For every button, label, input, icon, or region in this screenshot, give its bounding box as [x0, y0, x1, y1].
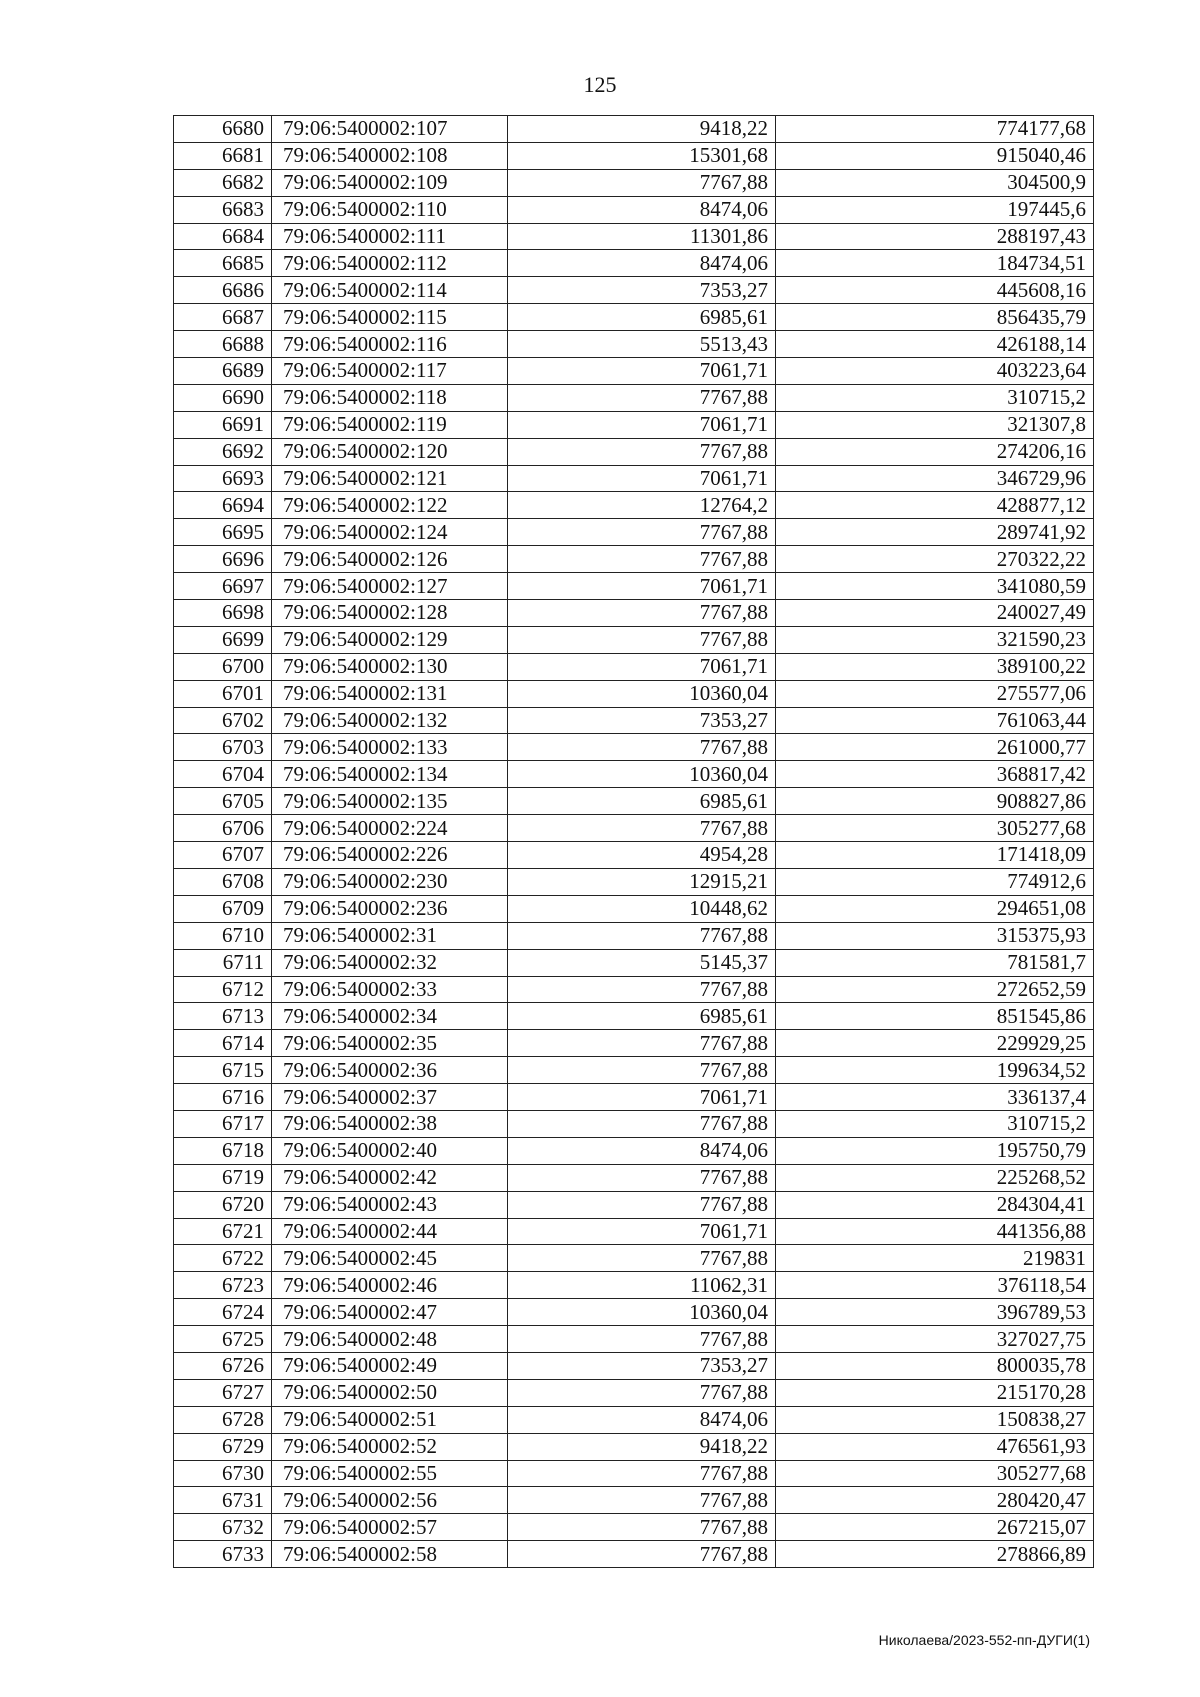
- table-row: [174, 1003, 1094, 1030]
- value-cell: 4954,28: [508, 842, 776, 869]
- value-cell: 15301,68: [508, 142, 776, 169]
- amount-cell: 229929,25: [776, 1030, 1094, 1057]
- amount-cell: 346729,96: [776, 465, 1094, 492]
- value-cell: 10360,04: [508, 1299, 776, 1326]
- cadastral-number-cell: 79:06:5400002:134: [272, 761, 508, 788]
- value-cell: 6985,61: [508, 1003, 776, 1030]
- row-number-cell: 6733: [174, 1541, 272, 1568]
- amount-cell: 305277,68: [776, 815, 1094, 842]
- cadastral-number-cell: 79:06:5400002:33: [272, 976, 508, 1003]
- cadastral-number-cell: 79:06:5400002:43: [272, 1191, 508, 1218]
- table-row: [174, 1433, 1094, 1460]
- row-number-cell: 6732: [174, 1514, 272, 1541]
- value-cell: 7353,27: [508, 707, 776, 734]
- amount-cell: 476561,93: [776, 1433, 1094, 1460]
- cadastral-number-cell: 79:06:5400002:112: [272, 250, 508, 277]
- cadastral-number-cell: 79:06:5400002:107: [272, 116, 508, 143]
- amount-cell: 376118,54: [776, 1272, 1094, 1299]
- table-row: [174, 626, 1094, 653]
- cadastral-number-cell: 79:06:5400002:131: [272, 680, 508, 707]
- row-number-cell: 6712: [174, 976, 272, 1003]
- value-cell: 11062,31: [508, 1272, 776, 1299]
- value-cell: 12915,21: [508, 868, 776, 895]
- amount-cell: 403223,64: [776, 358, 1094, 385]
- table-row: [174, 788, 1094, 815]
- amount-cell: 219831: [776, 1245, 1094, 1272]
- amount-cell: 915040,46: [776, 142, 1094, 169]
- amount-cell: 304500,9: [776, 169, 1094, 196]
- cadastral-number-cell: 79:06:5400002:36: [272, 1057, 508, 1084]
- cadastral-number-cell: 79:06:5400002:42: [272, 1164, 508, 1191]
- table-row: [174, 384, 1094, 411]
- value-cell: 5513,43: [508, 331, 776, 358]
- amount-cell: 774912,6: [776, 868, 1094, 895]
- row-number-cell: 6704: [174, 761, 272, 788]
- table-row: [174, 331, 1094, 358]
- table-row: [174, 1541, 1094, 1568]
- table-row: [174, 358, 1094, 385]
- row-number-cell: 6683: [174, 196, 272, 223]
- amount-cell: 310715,2: [776, 1110, 1094, 1137]
- row-number-cell: 6698: [174, 600, 272, 627]
- cadastral-number-cell: 79:06:5400002:38: [272, 1110, 508, 1137]
- cadastral-number-cell: 79:06:5400002:48: [272, 1326, 508, 1353]
- amount-cell: 441356,88: [776, 1218, 1094, 1245]
- amount-cell: 396789,53: [776, 1299, 1094, 1326]
- table-row: [174, 734, 1094, 761]
- cadastral-number-cell: 79:06:5400002:122: [272, 492, 508, 519]
- cadastral-number-cell: 79:06:5400002:109: [272, 169, 508, 196]
- table-row: [174, 815, 1094, 842]
- table-row: [174, 169, 1094, 196]
- table-row: [174, 142, 1094, 169]
- value-cell: 8474,06: [508, 1406, 776, 1433]
- row-number-cell: 6723: [174, 1272, 272, 1299]
- cadastral-number-cell: 79:06:5400002:37: [272, 1084, 508, 1111]
- table-row: [174, 1218, 1094, 1245]
- value-cell: 6985,61: [508, 304, 776, 331]
- value-cell: 7767,88: [508, 1326, 776, 1353]
- row-number-cell: 6728: [174, 1406, 272, 1433]
- table-row: [174, 1137, 1094, 1164]
- amount-cell: 321590,23: [776, 626, 1094, 653]
- cadastral-number-cell: 79:06:5400002:110: [272, 196, 508, 223]
- cadastral-number-cell: 79:06:5400002:116: [272, 331, 508, 358]
- amount-cell: 195750,79: [776, 1137, 1094, 1164]
- page-number: 125: [583, 72, 617, 97]
- row-number-cell: 6718: [174, 1137, 272, 1164]
- row-number-cell: 6680: [174, 116, 272, 143]
- row-number-cell: 6713: [174, 1003, 272, 1030]
- table-row: [174, 1110, 1094, 1137]
- cadastral-number-cell: 79:06:5400002:126: [272, 546, 508, 573]
- value-cell: 5145,37: [508, 949, 776, 976]
- table-row: [174, 1272, 1094, 1299]
- value-cell: 7767,88: [508, 1514, 776, 1541]
- amount-cell: 389100,22: [776, 653, 1094, 680]
- amount-cell: 294651,08: [776, 895, 1094, 922]
- cadastral-number-cell: 79:06:5400002:119: [272, 411, 508, 438]
- amount-cell: 225268,52: [776, 1164, 1094, 1191]
- value-cell: 7767,88: [508, 438, 776, 465]
- value-cell: 7767,88: [508, 1110, 776, 1137]
- table-row: [174, 1379, 1094, 1406]
- amount-cell: 274206,16: [776, 438, 1094, 465]
- value-cell: 8474,06: [508, 250, 776, 277]
- row-number-cell: 6693: [174, 465, 272, 492]
- row-number-cell: 6711: [174, 949, 272, 976]
- row-number-cell: 6699: [174, 626, 272, 653]
- cadastral-number-cell: 79:06:5400002:118: [272, 384, 508, 411]
- value-cell: 6985,61: [508, 788, 776, 815]
- row-number-cell: 6730: [174, 1460, 272, 1487]
- row-number-cell: 6684: [174, 223, 272, 250]
- table-row: [174, 519, 1094, 546]
- amount-cell: 327027,75: [776, 1326, 1094, 1353]
- table-row: [174, 116, 1094, 143]
- amount-cell: 315375,93: [776, 922, 1094, 949]
- value-cell: 7353,27: [508, 1352, 776, 1379]
- row-number-cell: 6725: [174, 1326, 272, 1353]
- cadastral-number-cell: 79:06:5400002:115: [272, 304, 508, 331]
- value-cell: 7061,71: [508, 1218, 776, 1245]
- row-number-cell: 6691: [174, 411, 272, 438]
- table-row: [174, 277, 1094, 304]
- row-number-cell: 6714: [174, 1030, 272, 1057]
- table-row: [174, 1299, 1094, 1326]
- amount-cell: 261000,77: [776, 734, 1094, 761]
- amount-cell: 197445,6: [776, 196, 1094, 223]
- cadastral-number-cell: 79:06:5400002:32: [272, 949, 508, 976]
- value-cell: 7767,88: [508, 1164, 776, 1191]
- amount-cell: 278866,89: [776, 1541, 1094, 1568]
- row-number-cell: 6707: [174, 842, 272, 869]
- cadastral-number-cell: 79:06:5400002:52: [272, 1433, 508, 1460]
- table-row: [174, 1514, 1094, 1541]
- amount-cell: 270322,22: [776, 546, 1094, 573]
- table-row: [174, 600, 1094, 627]
- row-number-cell: 6703: [174, 734, 272, 761]
- table-row: [174, 1030, 1094, 1057]
- cadastral-number-cell: 79:06:5400002:40: [272, 1137, 508, 1164]
- cadastral-number-cell: 79:06:5400002:108: [272, 142, 508, 169]
- amount-cell: 781581,7: [776, 949, 1094, 976]
- row-number-cell: 6726: [174, 1352, 272, 1379]
- amount-cell: 184734,51: [776, 250, 1094, 277]
- table-row: [174, 842, 1094, 869]
- amount-cell: 289741,92: [776, 519, 1094, 546]
- cadastral-number-cell: 79:06:5400002:47: [272, 1299, 508, 1326]
- amount-cell: 774177,68: [776, 116, 1094, 143]
- table-row: [174, 223, 1094, 250]
- row-number-cell: 6731: [174, 1487, 272, 1514]
- amount-cell: 267215,07: [776, 1514, 1094, 1541]
- row-number-cell: 6692: [174, 438, 272, 465]
- cadastral-number-cell: 79:06:5400002:128: [272, 600, 508, 627]
- value-cell: 7767,88: [508, 976, 776, 1003]
- value-cell: 7767,88: [508, 1030, 776, 1057]
- table-row: [174, 573, 1094, 600]
- row-number-cell: 6685: [174, 250, 272, 277]
- row-number-cell: 6686: [174, 277, 272, 304]
- table-row: [174, 1352, 1094, 1379]
- amount-cell: 215170,28: [776, 1379, 1094, 1406]
- cadastral-number-cell: 79:06:5400002:44: [272, 1218, 508, 1245]
- row-number-cell: 6709: [174, 895, 272, 922]
- table-row: [174, 1460, 1094, 1487]
- cadastral-number-cell: 79:06:5400002:120: [272, 438, 508, 465]
- amount-cell: 851545,86: [776, 1003, 1094, 1030]
- row-number-cell: 6681: [174, 142, 272, 169]
- value-cell: 11301,86: [508, 223, 776, 250]
- value-cell: 7767,88: [508, 546, 776, 573]
- document-footer: Николаева/2023-552-пп-ДУГИ(1): [878, 1632, 1090, 1648]
- table-row: [174, 438, 1094, 465]
- row-number-cell: 6706: [174, 815, 272, 842]
- table-row: [174, 1245, 1094, 1272]
- value-cell: 7353,27: [508, 277, 776, 304]
- amount-cell: 761063,44: [776, 707, 1094, 734]
- value-cell: 12764,2: [508, 492, 776, 519]
- amount-cell: 368817,42: [776, 761, 1094, 788]
- cadastral-number-cell: 79:06:5400002:49: [272, 1352, 508, 1379]
- value-cell: 7767,88: [508, 1541, 776, 1568]
- row-number-cell: 6729: [174, 1433, 272, 1460]
- row-number-cell: 6727: [174, 1379, 272, 1406]
- row-number-cell: 6719: [174, 1164, 272, 1191]
- cadastral-number-cell: 79:06:5400002:236: [272, 895, 508, 922]
- cadastral-number-cell: 79:06:5400002:55: [272, 1460, 508, 1487]
- cadastral-table: [173, 115, 1094, 1568]
- row-number-cell: 6694: [174, 492, 272, 519]
- table-row: [174, 196, 1094, 223]
- cadastral-number-cell: 79:06:5400002:111: [272, 223, 508, 250]
- table-row: [174, 1191, 1094, 1218]
- amount-cell: 310715,2: [776, 384, 1094, 411]
- cadastral-number-cell: 79:06:5400002:132: [272, 707, 508, 734]
- amount-cell: 272652,59: [776, 976, 1094, 1003]
- table-row: [174, 653, 1094, 680]
- table-row: [174, 1164, 1094, 1191]
- value-cell: 7767,88: [508, 519, 776, 546]
- value-cell: 9418,22: [508, 1433, 776, 1460]
- table-row: [174, 546, 1094, 573]
- value-cell: 7767,88: [508, 626, 776, 653]
- cadastral-number-cell: 79:06:5400002:46: [272, 1272, 508, 1299]
- amount-cell: 199634,52: [776, 1057, 1094, 1084]
- cadastral-number-cell: 79:06:5400002:35: [272, 1030, 508, 1057]
- table-row: [174, 922, 1094, 949]
- row-number-cell: 6687: [174, 304, 272, 331]
- value-cell: 10360,04: [508, 761, 776, 788]
- cadastral-number-cell: 79:06:5400002:133: [272, 734, 508, 761]
- table-row: [174, 868, 1094, 895]
- cadastral-number-cell: 79:06:5400002:45: [272, 1245, 508, 1272]
- cadastral-number-cell: 79:06:5400002:124: [272, 519, 508, 546]
- value-cell: 7061,71: [508, 411, 776, 438]
- value-cell: 7061,71: [508, 653, 776, 680]
- row-number-cell: 6722: [174, 1245, 272, 1272]
- table-body: [174, 116, 1094, 1568]
- row-number-cell: 6690: [174, 384, 272, 411]
- table-row: [174, 304, 1094, 331]
- amount-cell: 288197,43: [776, 223, 1094, 250]
- table-row: [174, 680, 1094, 707]
- value-cell: 7767,88: [508, 922, 776, 949]
- cadastral-number-cell: 79:06:5400002:58: [272, 1541, 508, 1568]
- cadastral-number-cell: 79:06:5400002:224: [272, 815, 508, 842]
- table-row: [174, 895, 1094, 922]
- value-cell: 7767,88: [508, 1379, 776, 1406]
- table-row: [174, 949, 1094, 976]
- amount-cell: 426188,14: [776, 331, 1094, 358]
- value-cell: 7767,88: [508, 600, 776, 627]
- value-cell: 7767,88: [508, 169, 776, 196]
- amount-cell: 908827,86: [776, 788, 1094, 815]
- value-cell: 7767,88: [508, 734, 776, 761]
- cadastral-number-cell: 79:06:5400002:34: [272, 1003, 508, 1030]
- value-cell: 7767,88: [508, 1487, 776, 1514]
- amount-cell: 150838,27: [776, 1406, 1094, 1433]
- amount-cell: 240027,49: [776, 600, 1094, 627]
- value-cell: 7061,71: [508, 465, 776, 492]
- amount-cell: 284304,41: [776, 1191, 1094, 1218]
- amount-cell: 341080,59: [776, 573, 1094, 600]
- value-cell: 7061,71: [508, 1084, 776, 1111]
- row-number-cell: 6702: [174, 707, 272, 734]
- row-number-cell: 6710: [174, 922, 272, 949]
- cadastral-number-cell: 79:06:5400002:57: [272, 1514, 508, 1541]
- table-row: [174, 1406, 1094, 1433]
- amount-cell: 800035,78: [776, 1352, 1094, 1379]
- value-cell: 7767,88: [508, 815, 776, 842]
- table-row: [174, 1487, 1094, 1514]
- row-number-cell: 6715: [174, 1057, 272, 1084]
- row-number-cell: 6697: [174, 573, 272, 600]
- cadastral-number-cell: 79:06:5400002:226: [272, 842, 508, 869]
- row-number-cell: 6695: [174, 519, 272, 546]
- amount-cell: 336137,4: [776, 1084, 1094, 1111]
- table-row: [174, 976, 1094, 1003]
- row-number-cell: 6688: [174, 331, 272, 358]
- value-cell: 7767,88: [508, 1245, 776, 1272]
- cadastral-number-cell: 79:06:5400002:31: [272, 922, 508, 949]
- row-number-cell: 6708: [174, 868, 272, 895]
- row-number-cell: 6700: [174, 653, 272, 680]
- table-row: [174, 492, 1094, 519]
- cadastral-number-cell: 79:06:5400002:51: [272, 1406, 508, 1433]
- value-cell: 7061,71: [508, 573, 776, 600]
- cadastral-number-cell: 79:06:5400002:129: [272, 626, 508, 653]
- table-row: [174, 707, 1094, 734]
- cadastral-number-cell: 79:06:5400002:135: [272, 788, 508, 815]
- cadastral-number-cell: 79:06:5400002:117: [272, 358, 508, 385]
- row-number-cell: 6724: [174, 1299, 272, 1326]
- value-cell: 8474,06: [508, 196, 776, 223]
- cadastral-number-cell: 79:06:5400002:56: [272, 1487, 508, 1514]
- row-number-cell: 6717: [174, 1110, 272, 1137]
- cadastral-number-cell: 79:06:5400002:130: [272, 653, 508, 680]
- value-cell: 10360,04: [508, 680, 776, 707]
- amount-cell: 856435,79: [776, 304, 1094, 331]
- value-cell: 9418,22: [508, 116, 776, 143]
- amount-cell: 321307,8: [776, 411, 1094, 438]
- amount-cell: 280420,47: [776, 1487, 1094, 1514]
- row-number-cell: 6682: [174, 169, 272, 196]
- amount-cell: 305277,68: [776, 1460, 1094, 1487]
- table-row: [174, 1084, 1094, 1111]
- row-number-cell: 6696: [174, 546, 272, 573]
- row-number-cell: 6720: [174, 1191, 272, 1218]
- cadastral-number-cell: 79:06:5400002:127: [272, 573, 508, 600]
- value-cell: 8474,06: [508, 1137, 776, 1164]
- amount-cell: 428877,12: [776, 492, 1094, 519]
- row-number-cell: 6716: [174, 1084, 272, 1111]
- value-cell: 7767,88: [508, 384, 776, 411]
- cadastral-number-cell: 79:06:5400002:114: [272, 277, 508, 304]
- amount-cell: 445608,16: [776, 277, 1094, 304]
- value-cell: 7767,88: [508, 1191, 776, 1218]
- value-cell: 7767,88: [508, 1057, 776, 1084]
- cadastral-number-cell: 79:06:5400002:121: [272, 465, 508, 492]
- table-row: [174, 761, 1094, 788]
- cadastral-number-cell: 79:06:5400002:50: [272, 1379, 508, 1406]
- cadastral-number-cell: 79:06:5400002:230: [272, 868, 508, 895]
- row-number-cell: 6701: [174, 680, 272, 707]
- table-row: [174, 250, 1094, 277]
- table-row: [174, 411, 1094, 438]
- value-cell: 10448,62: [508, 895, 776, 922]
- row-number-cell: 6721: [174, 1218, 272, 1245]
- value-cell: 7767,88: [508, 1460, 776, 1487]
- row-number-cell: 6689: [174, 358, 272, 385]
- table-row: [174, 465, 1094, 492]
- table-row: [174, 1057, 1094, 1084]
- value-cell: 7061,71: [508, 358, 776, 385]
- table-row: [174, 1326, 1094, 1353]
- amount-cell: 275577,06: [776, 680, 1094, 707]
- amount-cell: 171418,09: [776, 842, 1094, 869]
- row-number-cell: 6705: [174, 788, 272, 815]
